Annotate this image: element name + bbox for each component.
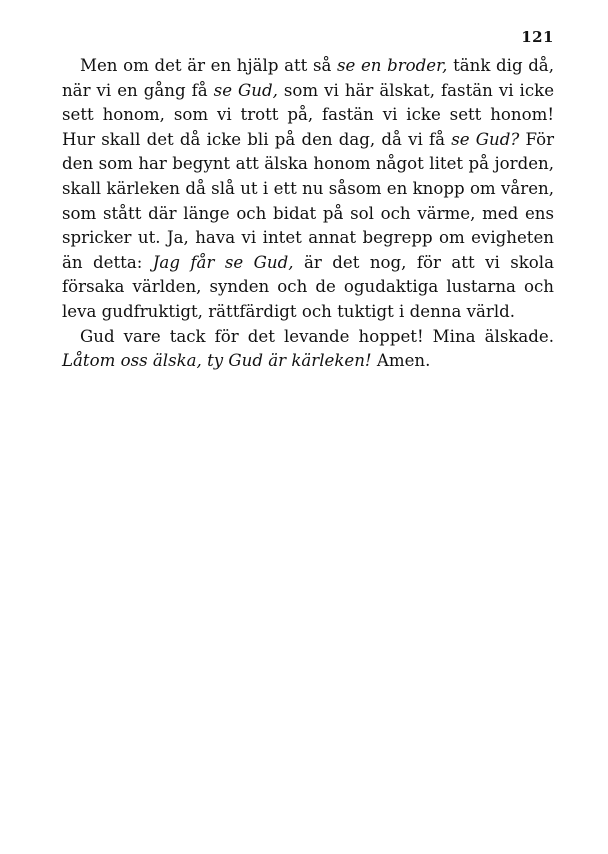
- body-text: [62, 54, 554, 374]
- page-number: 121: [521, 28, 554, 46]
- paragraph-1: [62, 54, 554, 325]
- italic-segment: Låtom oss älska, ty Gud är kärleken!: [62, 351, 372, 371]
- text-segment: Amen.: [371, 351, 431, 371]
- text-segment: som vi här älskat, fastän vi icke sett honom, som vi trott på, fastän vi icke sett honom! Hur skall det då icke bli på den dag, då vi få: [62, 80, 555, 149]
- text-segment: är det nog, för att vi skola försaka världen, synden och de ogudaktiga lustarna och leva gudfruktigt, rättfärdigt och tuktigt i denna värld.: [62, 252, 555, 321]
- italic-segment: se Gud?: [451, 129, 520, 149]
- italic-segment: Jag får se Gud,: [152, 252, 294, 272]
- text-segment: Men om det är en hjälp att så: [80, 56, 337, 75]
- text-segment: tänk dig då, när vi en gång få: [62, 56, 554, 100]
- italic-segment: se en broder,: [336, 56, 448, 75]
- text-segment: Gud vare tack för det levande hoppet! Mina älskade.: [80, 326, 554, 346]
- text-segment: För den som har begynt att älska honom något litet på jorden, skall kärleken då slå ut i ett nu såsom en knopp om våren, som stått där länge och bidat på sol och värme, med ens spricker ut. Ja, hava vi intet annat begrepp om evigheten än detta:: [62, 129, 554, 272]
- paragraph-2: [62, 325, 554, 374]
- italic-segment: se Gud,: [213, 80, 278, 100]
